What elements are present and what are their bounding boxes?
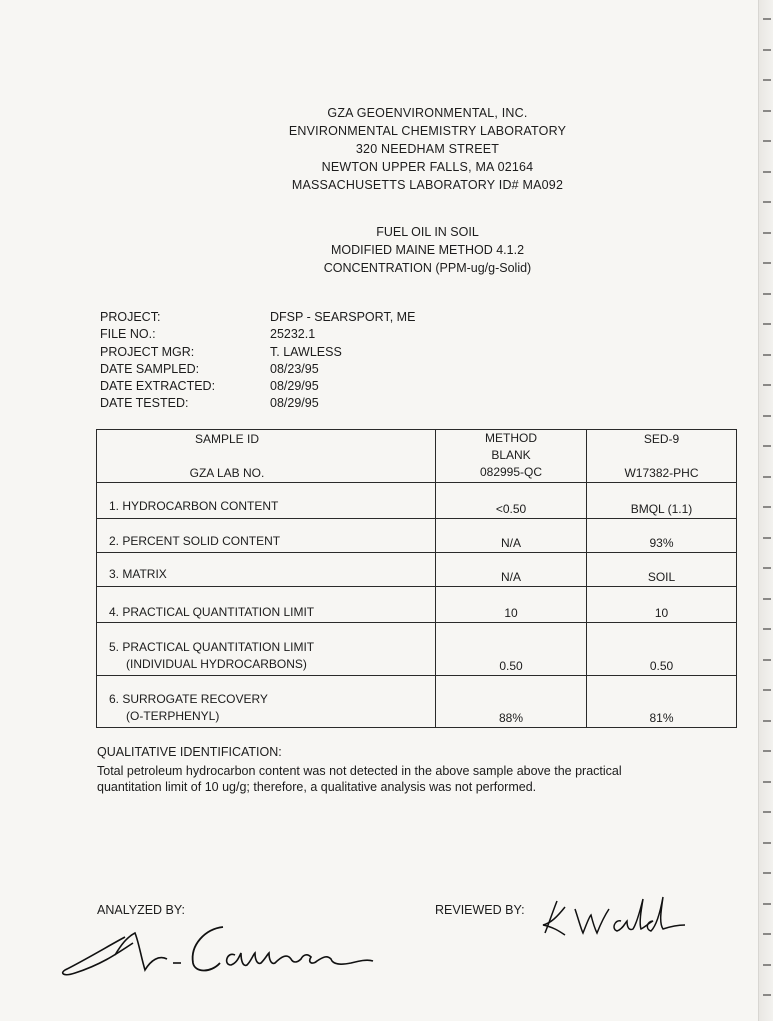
row-label: 3. MATRIX bbox=[97, 553, 436, 587]
qualitative-text-line: Total petroleum hydrocarbon content was not detected in the above sample above the practical bbox=[97, 764, 622, 778]
row-blank-value: 0.50 bbox=[436, 623, 587, 676]
report-units: CONCENTRATION (PPM-ug/g-Solid) bbox=[323, 261, 532, 275]
lab-header bbox=[200, 104, 655, 194]
binding-tick bbox=[763, 781, 771, 783]
sample-header bbox=[587, 430, 737, 483]
binding-tick bbox=[763, 872, 771, 874]
info-value: 08/29/95 bbox=[270, 379, 319, 394]
table-row bbox=[97, 623, 737, 676]
binding-tick bbox=[763, 445, 771, 447]
info-label: PROJECT MGR: bbox=[100, 344, 195, 359]
row-sample-value: 93% bbox=[587, 519, 737, 553]
binding-tick bbox=[763, 79, 771, 81]
method-blank-id: 082995-QC bbox=[479, 465, 543, 479]
lab-street: 320 NEEDHAM STREET bbox=[355, 142, 500, 156]
binding-tick bbox=[763, 293, 771, 295]
table-row bbox=[97, 676, 737, 728]
info-row-project bbox=[100, 309, 415, 326]
report-title: FUEL OIL IN SOIL bbox=[376, 225, 479, 239]
table-row bbox=[97, 519, 737, 553]
reviewed-by-label: REVIEWED BY: bbox=[435, 903, 525, 917]
lab-department: ENVIRONMENTAL CHEMISTRY LABORATORY bbox=[288, 124, 567, 138]
lab-no-label: GZA LAB NO. bbox=[189, 466, 265, 480]
info-row-date-extracted bbox=[100, 378, 415, 395]
info-label: DATE TESTED: bbox=[100, 396, 189, 411]
method-blank-header bbox=[436, 430, 587, 483]
binding-tick bbox=[763, 323, 771, 325]
binding-tick bbox=[763, 201, 771, 203]
analyzed-by-label: ANALYZED BY: bbox=[97, 903, 185, 917]
binding-tick bbox=[763, 384, 771, 386]
info-label: DATE EXTRACTED: bbox=[100, 379, 216, 394]
info-row-date-sampled bbox=[100, 361, 415, 378]
sample-name: SED-9 bbox=[643, 432, 680, 446]
binding-tick bbox=[763, 994, 771, 996]
info-label: DATE SAMPLED: bbox=[100, 361, 200, 376]
binding-tick bbox=[763, 720, 771, 722]
table-row bbox=[97, 587, 737, 623]
analyzed-signature-icon bbox=[55, 915, 375, 985]
row-blank-value: N/A bbox=[436, 553, 587, 587]
binding-tick bbox=[763, 171, 771, 173]
info-value: T. LAWLESS bbox=[270, 344, 342, 359]
table-row bbox=[97, 483, 737, 519]
binding-tick bbox=[763, 598, 771, 600]
info-row-date-tested bbox=[100, 395, 415, 412]
lab-city: NEWTON UPPER FALLS, MA 02164 bbox=[321, 160, 534, 174]
lab-id: MASSACHUSETTS LABORATORY ID# MA092 bbox=[291, 178, 564, 192]
row-sample-value: BMQL (1.1) bbox=[587, 483, 737, 519]
binding-tick bbox=[763, 933, 771, 935]
row-sample-value: 0.50 bbox=[587, 623, 737, 676]
row-sample-value: 10 bbox=[587, 587, 737, 623]
report-title-block bbox=[200, 223, 655, 277]
row-blank-value: N/A bbox=[436, 519, 587, 553]
info-row-file-no bbox=[100, 326, 415, 343]
binding-tick bbox=[763, 354, 771, 356]
sample-id-header bbox=[97, 430, 436, 483]
row-label: 2. PERCENT SOLID CONTENT bbox=[97, 519, 436, 553]
binding-tick bbox=[763, 232, 771, 234]
binding-tick bbox=[763, 415, 771, 417]
spiral-binding bbox=[758, 0, 773, 1021]
method-blank-line: BLANK bbox=[491, 448, 531, 462]
table-row bbox=[97, 553, 737, 587]
info-value: DFSP - SEARSPORT, ME bbox=[270, 310, 416, 324]
binding-tick bbox=[763, 49, 771, 51]
project-info bbox=[100, 309, 415, 413]
info-value: 08/29/95 bbox=[270, 396, 319, 411]
binding-tick bbox=[763, 567, 771, 569]
sample-id-label: SAMPLE ID bbox=[194, 432, 260, 446]
binding-tick bbox=[763, 140, 771, 142]
row-label: 1. HYDROCARBON CONTENT bbox=[97, 483, 436, 519]
qualitative-text-line: quantitation limit of 10 ug/g; therefore, a qualitative analysis was not performed. bbox=[97, 780, 537, 794]
lab-name: GZA GEOENVIRONMENTAL, INC. bbox=[327, 106, 528, 120]
results-table bbox=[96, 429, 737, 728]
binding-tick bbox=[763, 476, 771, 478]
qualitative-heading: QUALITATIVE IDENTIFICATION: bbox=[97, 745, 282, 759]
binding-tick bbox=[763, 750, 771, 752]
sample-lab-no: W17382-PHC bbox=[624, 466, 699, 480]
row-label: 4. PRACTICAL QUANTITATION LIMIT bbox=[97, 587, 436, 623]
method-blank-line: METHOD bbox=[485, 431, 537, 445]
binding-tick bbox=[763, 506, 771, 508]
info-value: 08/23/95 bbox=[270, 361, 319, 376]
binding-tick bbox=[763, 811, 771, 813]
report-method: MODIFIED MAINE METHOD 4.1.2 bbox=[330, 243, 525, 257]
row-label: 6. SURROGATE RECOVERY (O-TERPHENYL) bbox=[97, 676, 436, 728]
binding-tick bbox=[763, 537, 771, 539]
info-row-project-mgr bbox=[100, 344, 415, 361]
info-value: 25232.1 bbox=[270, 327, 316, 342]
binding-tick bbox=[763, 964, 771, 966]
row-sample-value: SOIL bbox=[587, 553, 737, 587]
row-sample-value: 81% bbox=[587, 676, 737, 728]
row-blank-value: <0.50 bbox=[436, 483, 587, 519]
reviewed-signature-icon bbox=[535, 893, 685, 943]
binding-tick bbox=[763, 110, 771, 112]
row-blank-value: 10 bbox=[436, 587, 587, 623]
binding-tick bbox=[763, 659, 771, 661]
info-label: FILE NO.: bbox=[100, 327, 156, 342]
binding-tick bbox=[763, 628, 771, 630]
table-header-row bbox=[97, 430, 737, 483]
binding-tick bbox=[763, 18, 771, 20]
row-blank-value: 88% bbox=[436, 676, 587, 728]
binding-tick bbox=[763, 262, 771, 264]
binding-tick bbox=[763, 842, 771, 844]
binding-tick bbox=[763, 689, 771, 691]
row-label: 5. PRACTICAL QUANTITATION LIMIT (INDIVIDUAL HYDROCARBONS) bbox=[97, 623, 436, 676]
binding-tick bbox=[763, 903, 771, 905]
info-label: PROJECT: bbox=[100, 310, 161, 324]
qualitative-identification bbox=[97, 744, 717, 795]
